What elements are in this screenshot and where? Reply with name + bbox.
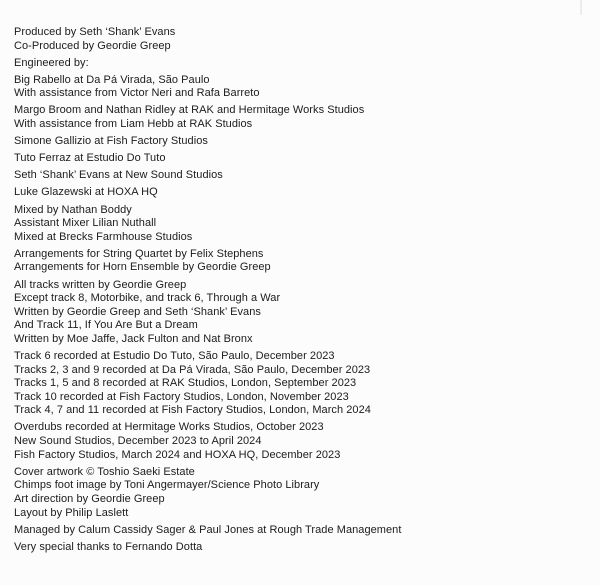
credit-paragraph	[14, 152, 582, 166]
credit-line: Simone Gallizio at Fish Factory Studios	[14, 135, 208, 148]
credit-paragraph	[14, 135, 582, 149]
credit-line: Tracks 1, 5 and 8 recorded at RAK Studios, London, September 2023	[14, 377, 357, 390]
credit-line: Written by Geordie Greep and Seth ‘Shank’ Evans	[14, 305, 261, 318]
credit-paragraph	[14, 421, 582, 462]
credit-line: All tracks written by Geordie Greep	[14, 278, 187, 291]
credit-line: Cover artwork © Toshio Saeki Estate	[14, 465, 195, 478]
credit-line: Fish Factory Studios, March 2024 and HOXA HQ, December 2023	[14, 448, 341, 461]
scan-artifact-mark	[580, 0, 582, 15]
credit-line: Managed by Calum Cassidy Sager & Paul Jones at Rough Trade Management	[14, 523, 402, 536]
credit-line: Arrangements for Horn Ensemble by Geordie Greep	[14, 261, 271, 274]
credit-line: Mixed by Nathan Boddy	[14, 203, 132, 216]
credit-line: Produced by Seth ‘Shank’ Evans	[14, 26, 176, 38]
credit-paragraph	[14, 186, 582, 200]
credit-line: Written by Moe Jaffe, Jack Fulton and Nat Bronx	[14, 332, 253, 345]
credit-line: Track 6 recorded at Estudio Do Tuto, São Paulo, December 2023	[14, 349, 335, 362]
credit-paragraph	[14, 169, 582, 183]
credit-line: Assistant Mixer Lilian Nuthall	[14, 217, 157, 230]
credit-line: And Track 11, If You Are But a Dream	[14, 319, 198, 332]
credit-line: Tuto Ferraz at Estudio Do Tuto	[14, 152, 166, 165]
credit-line: Very special thanks to Fernando Dotta	[14, 540, 203, 553]
credit-paragraph	[14, 524, 582, 538]
credit-line: Overdubs recorded at Hermitage Works Studios, October 2023	[14, 421, 324, 434]
credit-line: New Sound Studios, December 2023 to April 2024	[14, 435, 262, 448]
credit-paragraph	[14, 279, 582, 347]
credits-text	[14, 26, 582, 554]
credit-line: Arrangements for String Quartet by Felix Stephens	[14, 247, 264, 260]
credit-paragraph	[14, 74, 582, 101]
credit-line: Track 10 recorded at Fish Factory Studios, London, November 2023	[14, 390, 349, 403]
credit-line: Art direction by Geordie Greep	[14, 492, 165, 505]
credit-line: With assistance from Liam Hebb at RAK Studios	[14, 118, 253, 131]
credit-paragraph	[14, 350, 582, 418]
credit-line: Co-Produced by Geordie Greep	[14, 39, 171, 52]
credit-line: Mixed at Brecks Farmhouse Studios	[14, 230, 193, 243]
credit-line: Seth ‘Shank’ Evans at New Sound Studios	[14, 169, 223, 182]
credit-line: Big Rabello at Da Pá Virada, São Paulo	[14, 73, 210, 86]
credit-paragraph	[14, 248, 582, 275]
credit-line: Chimps foot image by Toni Angermayer/Science Photo Library	[14, 479, 320, 492]
credit-line: Except track 8, Motorbike, and track 6, Through a War	[14, 292, 281, 305]
credit-line: Luke Glazewski at HOXA HQ	[14, 186, 158, 199]
credit-line: With assistance from Victor Neri and Rafa Barreto	[14, 87, 260, 100]
credit-line: Track 4, 7 and 11 recorded at Fish Factory Studios, London, March 2024	[14, 404, 371, 417]
credit-paragraph	[14, 104, 582, 131]
credit-paragraph	[14, 466, 582, 520]
credit-line: Tracks 2, 3 and 9 recorded at Da Pá Virada, São Paulo, December 2023	[14, 363, 371, 376]
credit-paragraph	[14, 57, 582, 71]
credit-paragraph	[14, 26, 582, 53]
credit-paragraph	[14, 541, 582, 555]
credit-line: Engineered by:	[14, 56, 89, 69]
credit-line: Layout by Philip Laslett	[14, 506, 129, 519]
credit-line: Margo Broom and Nathan Ridley at RAK and Hermitage Works Studios	[14, 104, 365, 117]
credit-paragraph	[14, 204, 582, 245]
